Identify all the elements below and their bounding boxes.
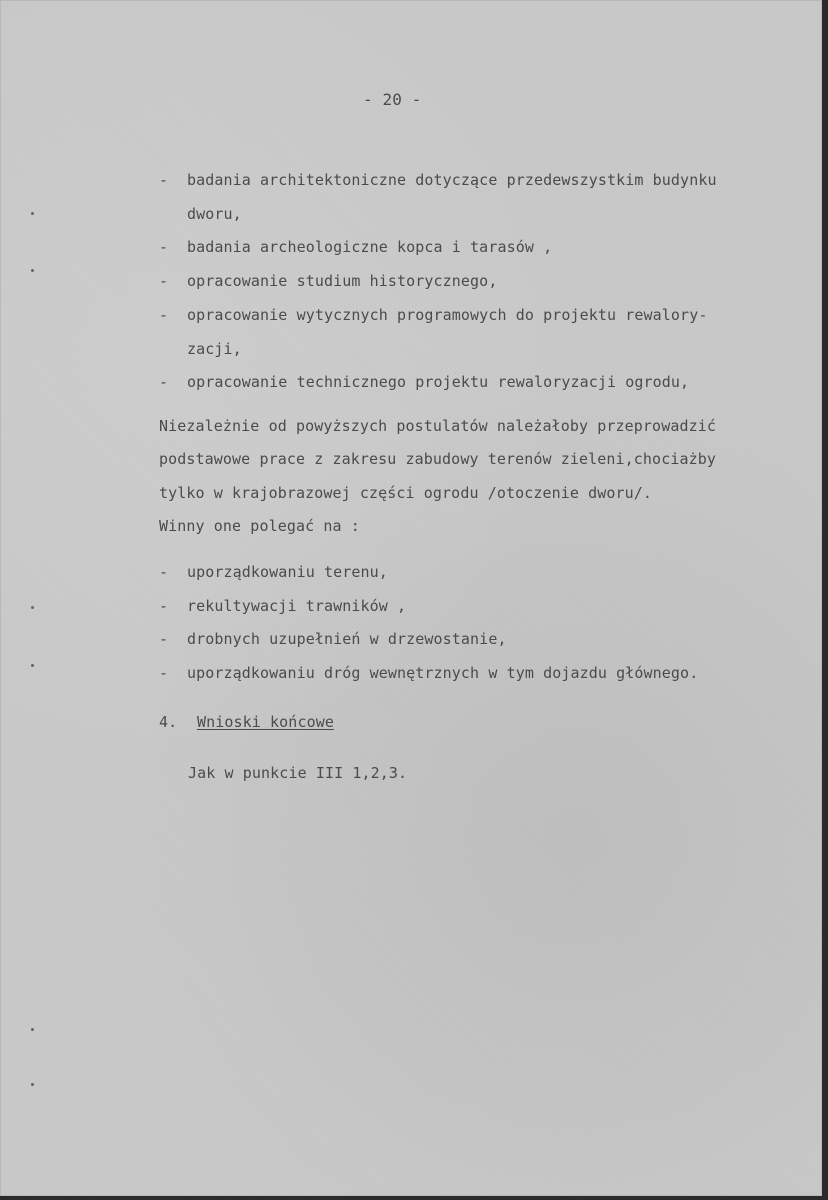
margin-dot-1: [31, 212, 34, 215]
list-a-item-1-line-1: badania architektoniczne dotyczące przedewszystkim budynku: [187, 171, 717, 189]
margin-dot-5: [31, 1028, 34, 1031]
paragraph-line-2: podstawowe prace z zakresu zabudowy terenów zieleni,chociażby: [159, 450, 716, 468]
closing-line: Jak w punkcie III 1,2,3.: [188, 764, 408, 782]
margin-dot-4: [31, 664, 34, 667]
list-a-item-3-line-1: opracowanie studium historycznego,: [187, 272, 498, 290]
list-b-bullet-4: -: [159, 664, 169, 682]
section-title: Wnioski końcowe: [197, 713, 334, 731]
margin-dot-3: [31, 606, 34, 609]
paragraph-line-1: Niezależnie od powyższych postulatów należałoby przeprowadzić: [159, 417, 716, 435]
list-a-bullet-3: -: [159, 272, 169, 290]
list-a-bullet-1: -: [159, 171, 169, 189]
list-b-bullet-3: -: [159, 630, 169, 648]
paragraph-line-4: Winny one polegać na :: [159, 517, 360, 535]
list-b-item-2: rekultywacji trawników ,: [187, 597, 407, 615]
list-b-item-1: uporządkowaniu terenu,: [187, 563, 388, 581]
list-a-bullet-2: -: [159, 238, 169, 256]
list-b-bullet-2: -: [159, 597, 169, 615]
section-number: 4.: [159, 713, 178, 731]
margin-dot-2: [31, 269, 34, 272]
list-a-item-2-line-1: badania archeologiczne kopca i tarasów ,: [187, 238, 553, 256]
list-a-bullet-5: -: [159, 373, 169, 391]
list-a-bullet-4: -: [159, 306, 169, 324]
list-a-item-1-line-2: dworu,: [187, 205, 242, 223]
list-b-item-3: drobnych uzupełnień w drzewostanie,: [187, 630, 507, 648]
page-number: - 20 -: [363, 90, 422, 109]
list-b-bullet-1: -: [159, 563, 169, 581]
list-a-item-4-line-1: opracowanie wytycznych programowych do projektu rewalory-: [187, 306, 708, 324]
list-a-item-4-line-2: zacji,: [187, 340, 242, 358]
list-a-item-5-line-1: opracowanie technicznego projektu rewaloryzacji ogrodu,: [187, 373, 690, 391]
paragraph-line-3: tylko w krajobrazowej części ogrodu /otoczenie dworu/.: [159, 484, 653, 502]
list-b-item-4: uporządkowaniu dróg wewnętrznych w tym dojazdu głównego.: [187, 664, 699, 682]
margin-dot-6: [31, 1083, 34, 1086]
